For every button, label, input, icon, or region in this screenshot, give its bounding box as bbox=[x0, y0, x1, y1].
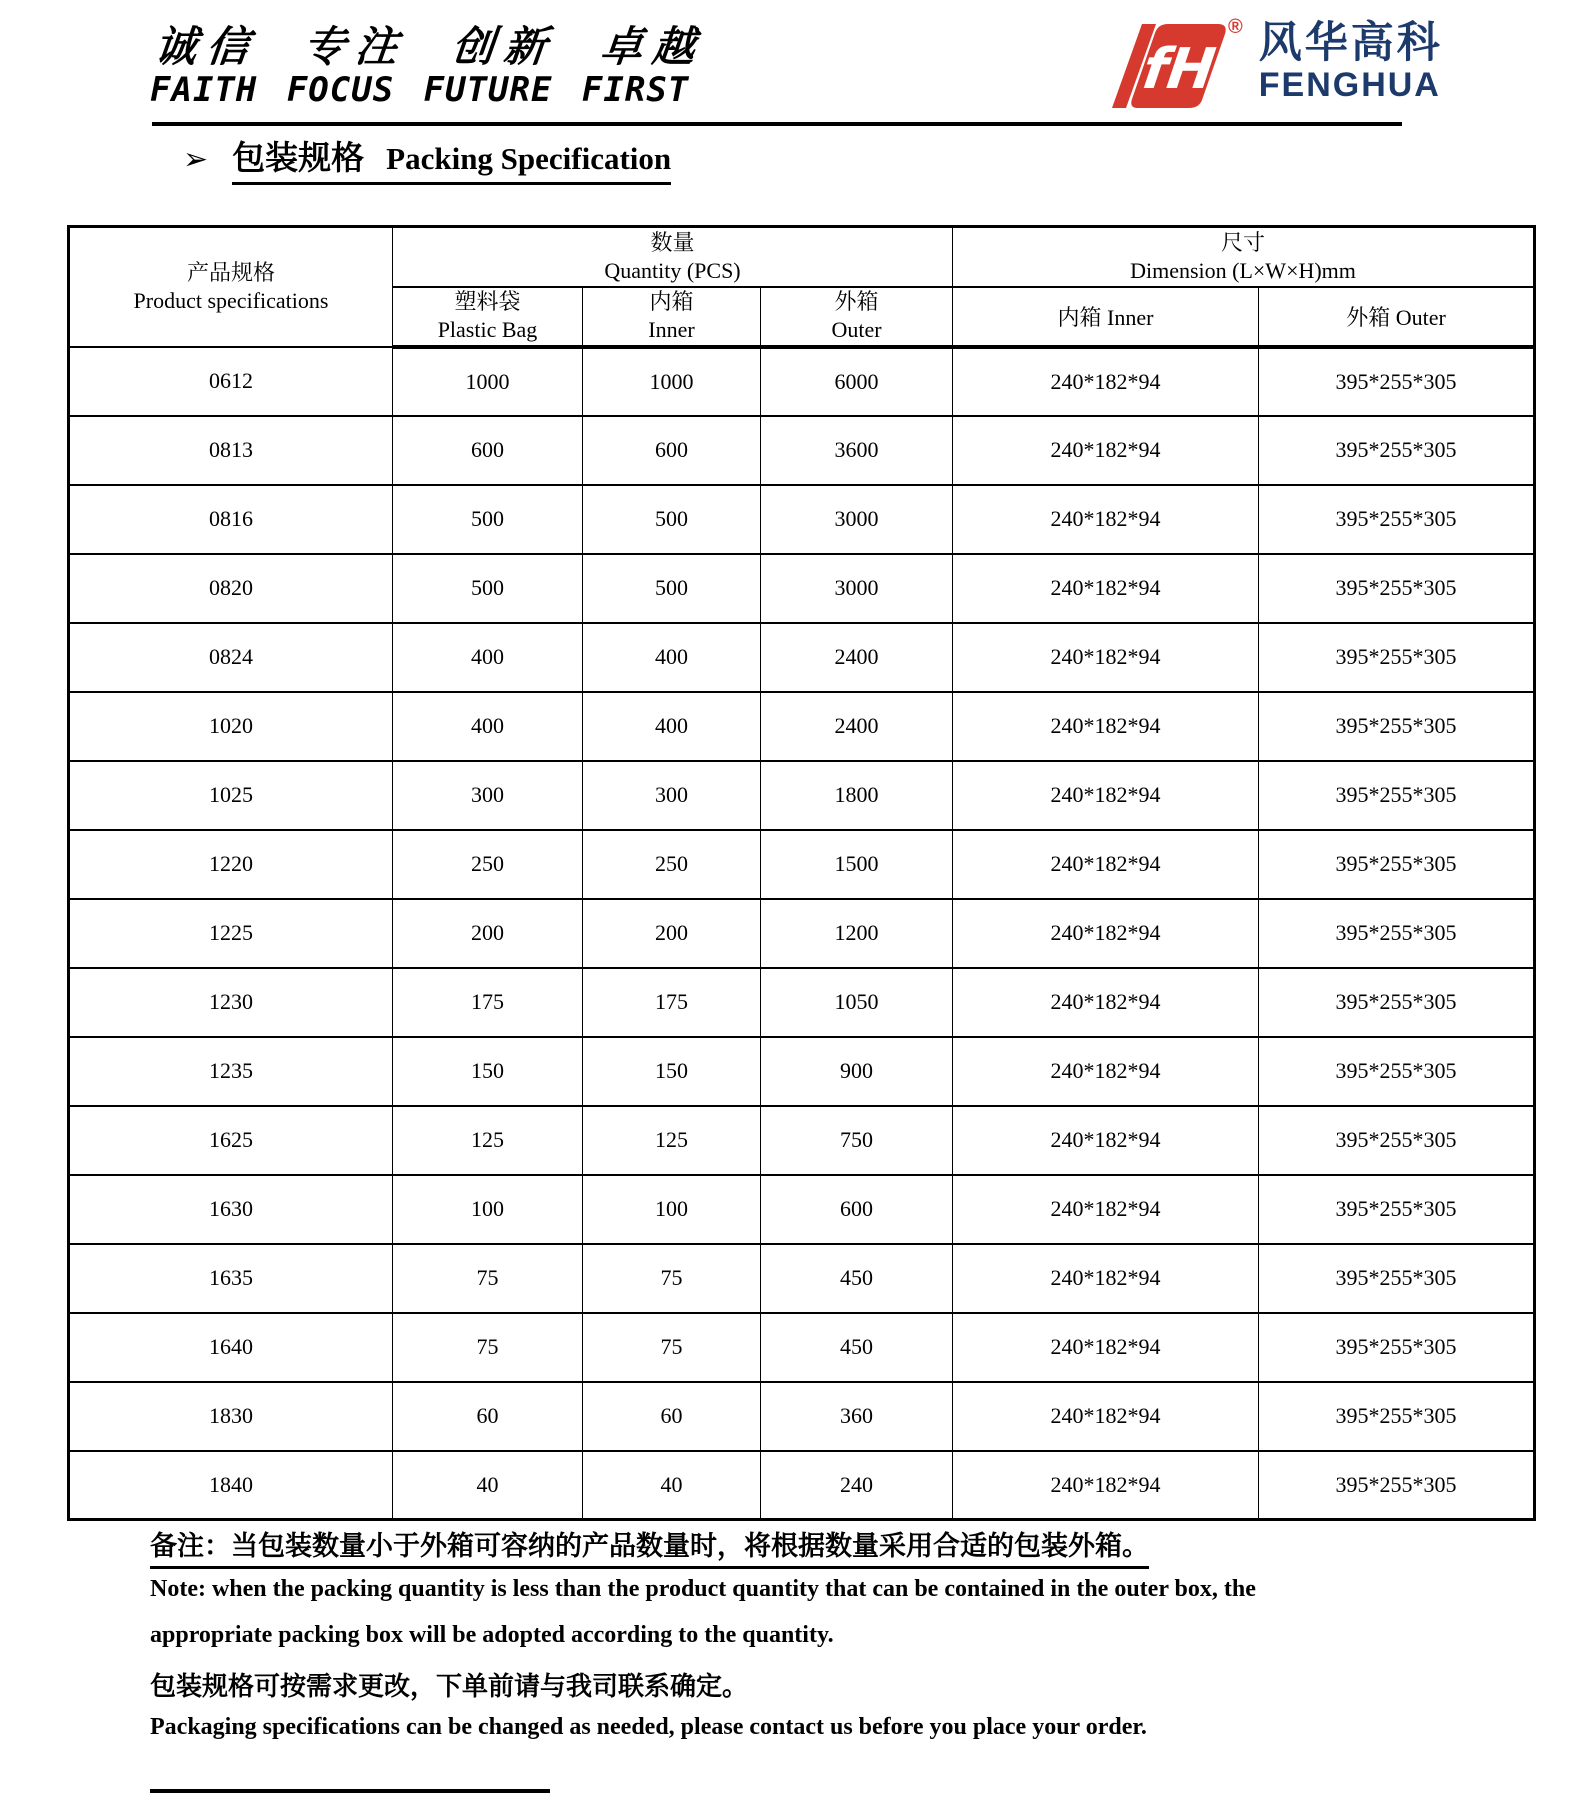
cell-outer-dim: 395*255*305 bbox=[1259, 1451, 1535, 1520]
cell-plastic-bag: 300 bbox=[393, 761, 583, 830]
cell-outer-dim: 395*255*305 bbox=[1259, 416, 1535, 485]
cell-plastic-bag: 100 bbox=[393, 1175, 583, 1244]
cell-inner-dim: 240*182*94 bbox=[953, 623, 1259, 692]
cell-inner-dim: 240*182*94 bbox=[953, 761, 1259, 830]
footer-divider bbox=[150, 1789, 550, 1793]
cell-outer-dim: 395*255*305 bbox=[1259, 899, 1535, 968]
cell-outer-dim: 395*255*305 bbox=[1259, 623, 1535, 692]
cell-inner-qty: 150 bbox=[583, 1037, 761, 1106]
packing-specification-table bbox=[67, 225, 1536, 1521]
cell-inner-qty: 500 bbox=[583, 485, 761, 554]
cell-spec: 1235 bbox=[69, 1037, 393, 1106]
table-group-header-row bbox=[69, 227, 1535, 287]
cell-inner-dim: 240*182*94 bbox=[953, 347, 1259, 416]
table-row bbox=[69, 1037, 1535, 1106]
cell-plastic-bag: 1000 bbox=[393, 347, 583, 416]
cell-plastic-bag: 60 bbox=[393, 1382, 583, 1451]
cell-inner-dim: 240*182*94 bbox=[953, 1382, 1259, 1451]
cell-outer-qty: 600 bbox=[761, 1175, 953, 1244]
cell-inner-dim: 240*182*94 bbox=[953, 968, 1259, 1037]
cell-spec: 1840 bbox=[69, 1451, 393, 1520]
table-row bbox=[69, 761, 1535, 830]
cell-inner-dim: 240*182*94 bbox=[953, 899, 1259, 968]
cell-outer-qty: 1500 bbox=[761, 830, 953, 899]
cell-spec: 0612 bbox=[69, 347, 393, 416]
cell-outer-dim: 395*255*305 bbox=[1259, 830, 1535, 899]
note-english-line2: appropriate packing box will be adopted according to the quantity. bbox=[150, 1622, 834, 1648]
change-note-chinese: 包装规格可按需求更改，下单前请与我司联系确定。 bbox=[150, 1671, 749, 1701]
cell-plastic-bag: 200 bbox=[393, 899, 583, 968]
table-row bbox=[69, 1451, 1535, 1520]
table-body bbox=[69, 347, 1535, 1520]
table-row bbox=[69, 830, 1535, 899]
cell-inner-qty: 400 bbox=[583, 623, 761, 692]
cell-inner-qty: 75 bbox=[583, 1244, 761, 1313]
cell-spec: 0816 bbox=[69, 485, 393, 554]
cell-spec: 1220 bbox=[69, 830, 393, 899]
cell-spec: 0824 bbox=[69, 623, 393, 692]
cell-inner-qty: 600 bbox=[583, 416, 761, 485]
cell-inner-qty: 500 bbox=[583, 554, 761, 623]
cell-outer-qty: 2400 bbox=[761, 692, 953, 761]
cell-spec: 1225 bbox=[69, 899, 393, 968]
slogan-english: FAITH FOCUS FUTURE FIRST bbox=[150, 70, 690, 110]
arrow-bullet-icon: ➢ bbox=[183, 142, 209, 177]
cell-spec: 1630 bbox=[69, 1175, 393, 1244]
note-english-line1: Note: when the packing quantity is less than the product quantity that can be contained in the outer box, the bbox=[150, 1576, 1256, 1602]
cell-outer-qty: 2400 bbox=[761, 623, 953, 692]
registered-trademark-icon: ® bbox=[1228, 16, 1243, 38]
cell-inner-qty: 125 bbox=[583, 1106, 761, 1175]
cell-inner-qty: 400 bbox=[583, 692, 761, 761]
header-plastic-bag-cn: 塑料袋 bbox=[454, 289, 521, 314]
cell-inner-qty: 300 bbox=[583, 761, 761, 830]
cell-outer-qty: 3000 bbox=[761, 554, 953, 623]
cell-inner-qty: 1000 bbox=[583, 347, 761, 416]
cell-outer-dim: 395*255*305 bbox=[1259, 1382, 1535, 1451]
cell-plastic-bag: 175 bbox=[393, 968, 583, 1037]
cell-outer-dim: 395*255*305 bbox=[1259, 692, 1535, 761]
svg-text:fH: fH bbox=[1138, 37, 1220, 102]
cell-spec: 1025 bbox=[69, 761, 393, 830]
company-name-chinese: 风华高科 bbox=[1258, 19, 1443, 67]
cell-outer-dim: 395*255*305 bbox=[1259, 1106, 1535, 1175]
header-dimension-group bbox=[953, 227, 1535, 287]
table-row bbox=[69, 485, 1535, 554]
logo-text bbox=[1258, 19, 1443, 104]
cell-outer-qty: 3000 bbox=[761, 485, 953, 554]
header-inner-qty-cn: 内箱 bbox=[649, 289, 694, 314]
cell-outer-qty: 6000 bbox=[761, 347, 953, 416]
table-row bbox=[69, 554, 1535, 623]
logo-mark-svg bbox=[1108, 22, 1230, 110]
cell-spec: 1625 bbox=[69, 1106, 393, 1175]
cell-outer-dim: 395*255*305 bbox=[1259, 968, 1535, 1037]
cell-inner-dim: 240*182*94 bbox=[953, 1244, 1259, 1313]
table-row bbox=[69, 1175, 1535, 1244]
cell-spec: 1830 bbox=[69, 1382, 393, 1451]
cell-plastic-bag: 75 bbox=[393, 1244, 583, 1313]
cell-inner-qty: 40 bbox=[583, 1451, 761, 1520]
fenghua-logo bbox=[1108, 16, 1443, 110]
cell-outer-dim: 395*255*305 bbox=[1259, 1244, 1535, 1313]
header-dimension-en: Dimension (L×W×H)mm bbox=[1130, 257, 1356, 283]
change-note-english: Packaging specifications can be changed as needed, please contact us before you place your order. bbox=[150, 1714, 1147, 1740]
cell-outer-dim: 395*255*305 bbox=[1259, 1175, 1535, 1244]
header-quantity-cn: 数量 bbox=[650, 229, 695, 255]
cell-outer-qty: 360 bbox=[761, 1382, 953, 1451]
table-row bbox=[69, 416, 1535, 485]
cell-spec: 1635 bbox=[69, 1244, 393, 1313]
table-row bbox=[69, 899, 1535, 968]
cell-outer-dim: 395*255*305 bbox=[1259, 761, 1535, 830]
cell-spec: 0813 bbox=[69, 416, 393, 485]
header-plastic-bag bbox=[393, 287, 583, 347]
header-quantity-group bbox=[393, 227, 953, 287]
cell-inner-qty: 175 bbox=[583, 968, 761, 1037]
cell-inner-dim: 240*182*94 bbox=[953, 1175, 1259, 1244]
header-plastic-bag-en: Plastic Bag bbox=[437, 317, 538, 342]
header-inner-qty bbox=[583, 287, 761, 347]
cell-inner-dim: 240*182*94 bbox=[953, 554, 1259, 623]
cell-outer-dim: 395*255*305 bbox=[1259, 485, 1535, 554]
cell-inner-dim: 240*182*94 bbox=[953, 830, 1259, 899]
header-dimension-cn: 尺寸 bbox=[1220, 229, 1265, 255]
header-inner-qty-en: Inner bbox=[648, 317, 695, 342]
cell-inner-qty: 200 bbox=[583, 899, 761, 968]
cell-plastic-bag: 500 bbox=[393, 485, 583, 554]
cell-outer-qty: 1050 bbox=[761, 968, 953, 1037]
cell-outer-qty: 240 bbox=[761, 1451, 953, 1520]
header-product-cn: 产品规格 bbox=[186, 259, 275, 285]
header-divider bbox=[152, 122, 1402, 126]
header-inner-dim: 内箱 Inner bbox=[953, 287, 1259, 347]
cell-outer-dim: 395*255*305 bbox=[1259, 347, 1535, 416]
table-row bbox=[69, 1244, 1535, 1313]
cell-inner-dim: 240*182*94 bbox=[953, 1037, 1259, 1106]
cell-plastic-bag: 400 bbox=[393, 623, 583, 692]
cell-outer-qty: 900 bbox=[761, 1037, 953, 1106]
section-title-english: Packing Specification bbox=[386, 141, 672, 176]
cell-inner-qty: 100 bbox=[583, 1175, 761, 1244]
cell-outer-dim: 395*255*305 bbox=[1259, 554, 1535, 623]
cell-plastic-bag: 125 bbox=[393, 1106, 583, 1175]
cell-outer-qty: 450 bbox=[761, 1244, 953, 1313]
cell-inner-qty: 75 bbox=[583, 1313, 761, 1382]
cell-outer-dim: 395*255*305 bbox=[1259, 1313, 1535, 1382]
section-title-text bbox=[232, 132, 671, 185]
cell-plastic-bag: 500 bbox=[393, 554, 583, 623]
table-row bbox=[69, 692, 1535, 761]
cell-spec: 1640 bbox=[69, 1313, 393, 1382]
remark-chinese: 备注：当包装数量小于外箱可容纳的产品数量时，将根据数量采用合适的包装外箱。 bbox=[150, 1524, 1149, 1569]
cell-plastic-bag: 40 bbox=[393, 1451, 583, 1520]
header-product-en: Product specifications bbox=[133, 287, 329, 313]
header-quantity-en: Quantity (PCS) bbox=[604, 257, 741, 283]
header-outer-qty bbox=[761, 287, 953, 347]
cell-spec: 1020 bbox=[69, 692, 393, 761]
cell-plastic-bag: 150 bbox=[393, 1037, 583, 1106]
cell-outer-qty: 450 bbox=[761, 1313, 953, 1382]
cell-outer-qty: 1200 bbox=[761, 899, 953, 968]
cell-inner-dim: 240*182*94 bbox=[953, 485, 1259, 554]
cell-outer-qty: 1800 bbox=[761, 761, 953, 830]
table-row bbox=[69, 623, 1535, 692]
table-row bbox=[69, 968, 1535, 1037]
header-outer-dim: 外箱 Outer bbox=[1259, 287, 1535, 347]
fenghua-logo-icon bbox=[1108, 22, 1230, 110]
cell-inner-dim: 240*182*94 bbox=[953, 416, 1259, 485]
cell-inner-dim: 240*182*94 bbox=[953, 1106, 1259, 1175]
cell-inner-qty: 60 bbox=[583, 1382, 761, 1451]
table-row bbox=[69, 1106, 1535, 1175]
cell-spec: 0820 bbox=[69, 554, 393, 623]
cell-outer-qty: 750 bbox=[761, 1106, 953, 1175]
section-title-chinese: 包装规格 bbox=[232, 141, 365, 177]
cell-inner-dim: 240*182*94 bbox=[953, 692, 1259, 761]
cell-inner-qty: 250 bbox=[583, 830, 761, 899]
section-title bbox=[183, 132, 671, 185]
header-outer-qty-en: Outer bbox=[831, 317, 882, 342]
table-row bbox=[69, 1382, 1535, 1451]
cell-spec: 1230 bbox=[69, 968, 393, 1037]
cell-inner-dim: 240*182*94 bbox=[953, 1313, 1259, 1382]
cell-plastic-bag: 600 bbox=[393, 416, 583, 485]
table-row bbox=[69, 1313, 1535, 1382]
cell-plastic-bag: 400 bbox=[393, 692, 583, 761]
header-product-specifications bbox=[69, 227, 393, 347]
table-row bbox=[69, 347, 1535, 416]
cell-plastic-bag: 250 bbox=[393, 830, 583, 899]
slogan-chinese: 诚信 专注 创新 卓越 bbox=[152, 22, 708, 71]
company-name-english: FENGHUA bbox=[1258, 66, 1441, 104]
cell-outer-dim: 395*255*305 bbox=[1259, 1037, 1535, 1106]
header-outer-qty-cn: 外箱 bbox=[834, 289, 879, 314]
cell-plastic-bag: 75 bbox=[393, 1313, 583, 1382]
cell-outer-qty: 3600 bbox=[761, 416, 953, 485]
cell-inner-dim: 240*182*94 bbox=[953, 1451, 1259, 1520]
